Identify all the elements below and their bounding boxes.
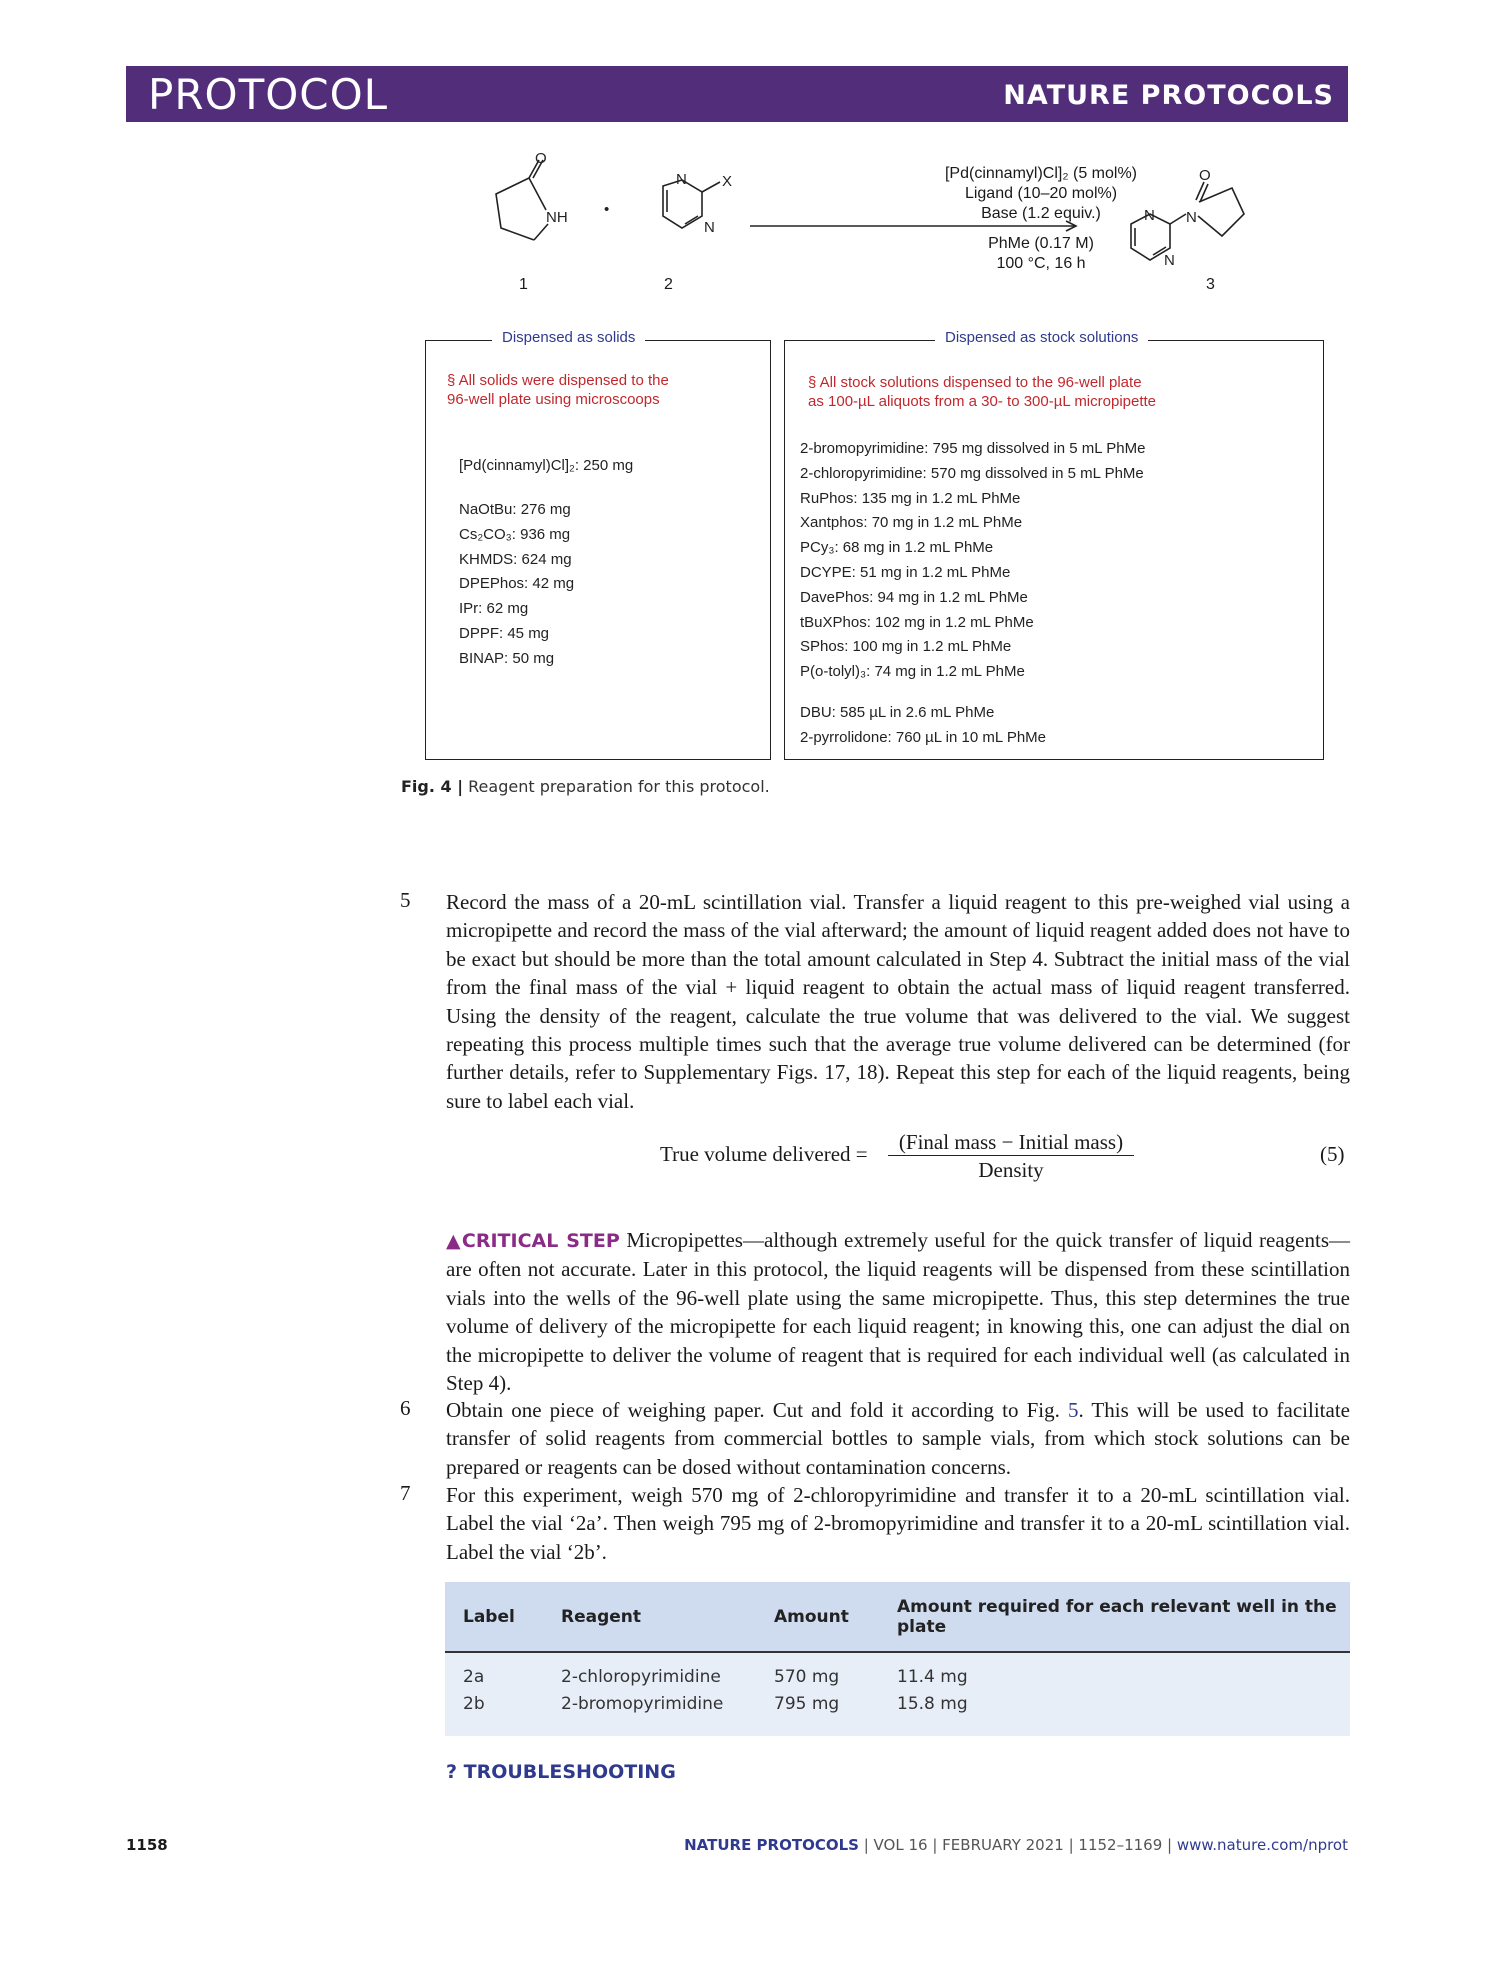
stock-reagent: DCYPE: 51 mg in 1.2 mL PhMe	[800, 563, 1011, 581]
stock-note-line: § All stock solutions dispensed to the 96-well plate	[808, 374, 1142, 391]
solid-reagent: IPr: 62 mg	[459, 600, 529, 618]
table-header: Reagent	[543, 1582, 756, 1652]
solids-group-2	[459, 498, 574, 672]
table-header: Amount	[756, 1582, 879, 1652]
atom-x: X	[722, 173, 733, 190]
compound-number-3: 3	[1206, 276, 1215, 293]
solids-note-line: 96-well plate using microscoops	[447, 391, 660, 408]
compound-number-2: 2	[664, 276, 673, 293]
atom-o-1: O	[535, 150, 547, 167]
footer-journal: NATURE PROTOCOLS	[684, 1836, 859, 1854]
table-header: Amount required for each relevant well in the plate	[879, 1582, 1350, 1652]
atom-o-3: O	[1199, 167, 1211, 184]
stock-reagent: Xantphos: 70 mg in 1.2 mL PhMe	[800, 514, 1023, 532]
stock-reagent: DavePhos: 94 mg in 1.2 mL PhMe	[800, 588, 1028, 606]
critical-step-label: ▲CRITICAL STEP	[446, 1230, 620, 1252]
stock-note-line: as 100-µL aliquots from a 30- to 300-µL micropipette	[808, 393, 1157, 410]
stock-group-1	[800, 437, 1145, 685]
footer-volume: VOL 16	[873, 1836, 928, 1854]
stock-reagent: 2-chloropyrimidine: 570 mg dissolved in 5 mL PhMe	[800, 464, 1144, 482]
equation-number: (5)	[1320, 1142, 1345, 1166]
step-6-text-before: Obtain one piece of weighing paper. Cut and fold it according to Fig.	[446, 1398, 1060, 1422]
stock-reagent: PCy₃: 68 mg in 1.2 mL PhMe	[800, 539, 994, 557]
solid-reagent: DPEPhos: 42 mg	[459, 575, 575, 593]
solid-reagent: Cs₂CO₃: 936 mg	[459, 525, 571, 543]
step-5-text: Record the mass of a 20-mL scintillation vial. Transfer a liquid reagent to this pre-weighed vial using a micropipette and record the mass of the vial afterward; the amount of liquid reagent added does not have to be exact but should be more than the total amount calculated in Step 4. Subtract the initial mass of the vial from the final mass of the vial + liquid reagent to obtain the actual mass of liquid reagent transferred. Using the density of the reagent, calculate the true volume that was delivered to the vial. We suggest repeating this process multiple times such that the average true volume delivered can be determined (for further details, refer to Supplementary Figs. 17, 18). Repeat this step for each of the liquid reagents, being sure to label each vial.	[446, 890, 1350, 1113]
stock-reagent: RuPhos: 135 mg in 1.2 mL PhMe	[800, 489, 1021, 507]
condition-catalyst: [Pd(cinnamyl)Cl]₂ (5 mol%)	[944, 165, 1138, 182]
solids-box	[425, 329, 771, 760]
critical-step	[446, 1226, 1350, 1397]
table-cell: 2-chloropyrimidine	[543, 1652, 756, 1690]
stock-reagent: 2-pyrrolidone: 760 µL in 10 mL PhMe	[800, 728, 1046, 746]
footer-url[interactable]: www.nature.com/nprot	[1176, 1836, 1348, 1854]
solid-reagent: [Pd(cinnamyl)Cl]₂: 250 mg	[459, 457, 634, 474]
stock-reagent: DBU: 585 µL in 2.6 mL PhMe	[800, 704, 995, 721]
reaction-scheme	[126, 150, 1348, 310]
step-6-text-after: . This will be used to facilitate transfer of solid reagents from commercial bottles to sample vials, from which stock solutions can be prepared or reagents can be dosed without contamination concerns.	[446, 1398, 1350, 1479]
equation-denominator: Density	[978, 1158, 1044, 1182]
compound-number-1: 1	[519, 276, 528, 293]
troubleshooting-link[interactable]: ? TROUBLESHOOTING	[446, 1761, 676, 1783]
solids-box-title: Dispensed as solids	[492, 329, 645, 346]
atom-n-2b: N	[704, 219, 715, 236]
solid-reagent: NaOtBu: 276 mg	[459, 501, 571, 518]
equation-lhs: True volume delivered =	[660, 1142, 868, 1166]
atom-nh: NH	[546, 209, 568, 226]
table-cell: 570 mg	[756, 1652, 879, 1690]
conditions-below	[886, 234, 1196, 274]
solids-group-1	[459, 454, 633, 479]
table-header-row	[445, 1582, 1350, 1652]
stock-reagent: SPhos: 100 mg in 1.2 mL PhMe	[800, 638, 1012, 656]
stock-reagent: 2-bromopyrimidine: 795 mg dissolved in 5 mL PhMe	[800, 440, 1146, 457]
step-7-text: For this experiment, weigh 570 mg of 2-chloropyrimidine and transfer it to a 20-mL scintillation vial. Label the vial ‘2a’. Then weigh 795 mg of 2-bromopyrimidine and transfer it to a 20-mL scintillation vial. Label the vial ‘2b’.	[446, 1483, 1350, 1564]
equation-numerator: (Final mass − Initial mass)	[888, 1130, 1134, 1156]
condition-ligand: Ligand (10–20 mol%)	[964, 185, 1118, 202]
table-cell: 11.4 mg	[879, 1652, 1350, 1690]
table-cell: 2-bromopyrimidine	[543, 1690, 756, 1736]
stock-box	[784, 329, 1324, 760]
condition-temp: 100 °C, 16 h	[996, 255, 1086, 272]
atom-n-2a: N	[676, 171, 687, 188]
footer-citation: NATURE PROTOCOLS | VOL 16 | FEBRUARY 2021 | 1152–1169 | www.nature.com/nprot	[684, 1836, 1348, 1854]
table-cell: 2a	[445, 1652, 543, 1690]
plus-dot: •	[604, 201, 610, 218]
header-banner	[126, 66, 1348, 122]
solid-reagent: BINAP: 50 mg	[459, 649, 555, 667]
step-number-7: 7	[400, 1481, 411, 1505]
figure-caption-text: Reagent preparation for this protocol.	[468, 777, 770, 796]
section-title: PROTOCOL	[148, 70, 389, 119]
table-header: Label	[445, 1582, 543, 1652]
table-cell: 2b	[445, 1690, 543, 1736]
conditions-above	[886, 164, 1196, 224]
footer-date: FEBRUARY 2021	[942, 1836, 1064, 1854]
figure-label: Fig. 4 |	[401, 777, 464, 796]
table-cell: 15.8 mg	[879, 1690, 1350, 1736]
table-cell: 795 mg	[756, 1690, 879, 1736]
stock-box-title: Dispensed as stock solutions	[935, 329, 1148, 346]
figure-5-link[interactable]: 5	[1067, 1398, 1079, 1422]
step-6-text	[446, 1396, 1350, 1481]
solid-reagent: KHMDS: 624 mg	[459, 550, 572, 568]
figure-caption	[401, 777, 770, 796]
atom-n-3a: N	[1144, 207, 1155, 224]
reagent-table	[445, 1582, 1350, 1736]
stock-reagent: P(o-tolyl)₃: 74 mg in 1.2 mL PhMe	[800, 663, 1025, 681]
table-row	[445, 1652, 1350, 1690]
atom-n-3b: N	[1164, 252, 1175, 269]
stock-reagent: tBuXPhos: 102 mg in 1.2 mL PhMe	[800, 613, 1034, 631]
solid-reagent: DPPF: 45 mg	[459, 624, 550, 642]
page-number: 1158	[126, 1836, 168, 1854]
solids-note	[447, 371, 669, 409]
condition-solvent: PhMe (0.17 M)	[988, 235, 1094, 252]
journal-title: NATURE PROTOCOLS	[1003, 80, 1334, 111]
solids-note-line: § All solids were dispensed to the	[447, 372, 669, 389]
footer-pages: 1152–1169	[1078, 1836, 1163, 1854]
step-number-6: 6	[400, 1396, 411, 1420]
critical-step-text: Micropipettes—although extremely useful for the quick transfer of liquid reagents—are often not accurate. Later in this protocol, the liquid reagents will be dispensed from these scintillation vials into the wells of the 96-well plate using the same micropipette. Thus, this step determines the true volume of delivery of the micropipette for each liquid reagent; in knowing this, one can adjust the dial on the micropipette to deliver the volume of reagent that is required for each individual well (as calculated in Step 4).	[446, 1228, 1350, 1396]
stock-note	[808, 373, 1156, 411]
stock-group-2	[800, 701, 1046, 751]
table-row	[445, 1690, 1350, 1736]
atom-n-3c: N	[1186, 209, 1197, 226]
step-number-5: 5	[400, 888, 411, 912]
condition-base: Base (1.2 equiv.)	[981, 205, 1101, 222]
